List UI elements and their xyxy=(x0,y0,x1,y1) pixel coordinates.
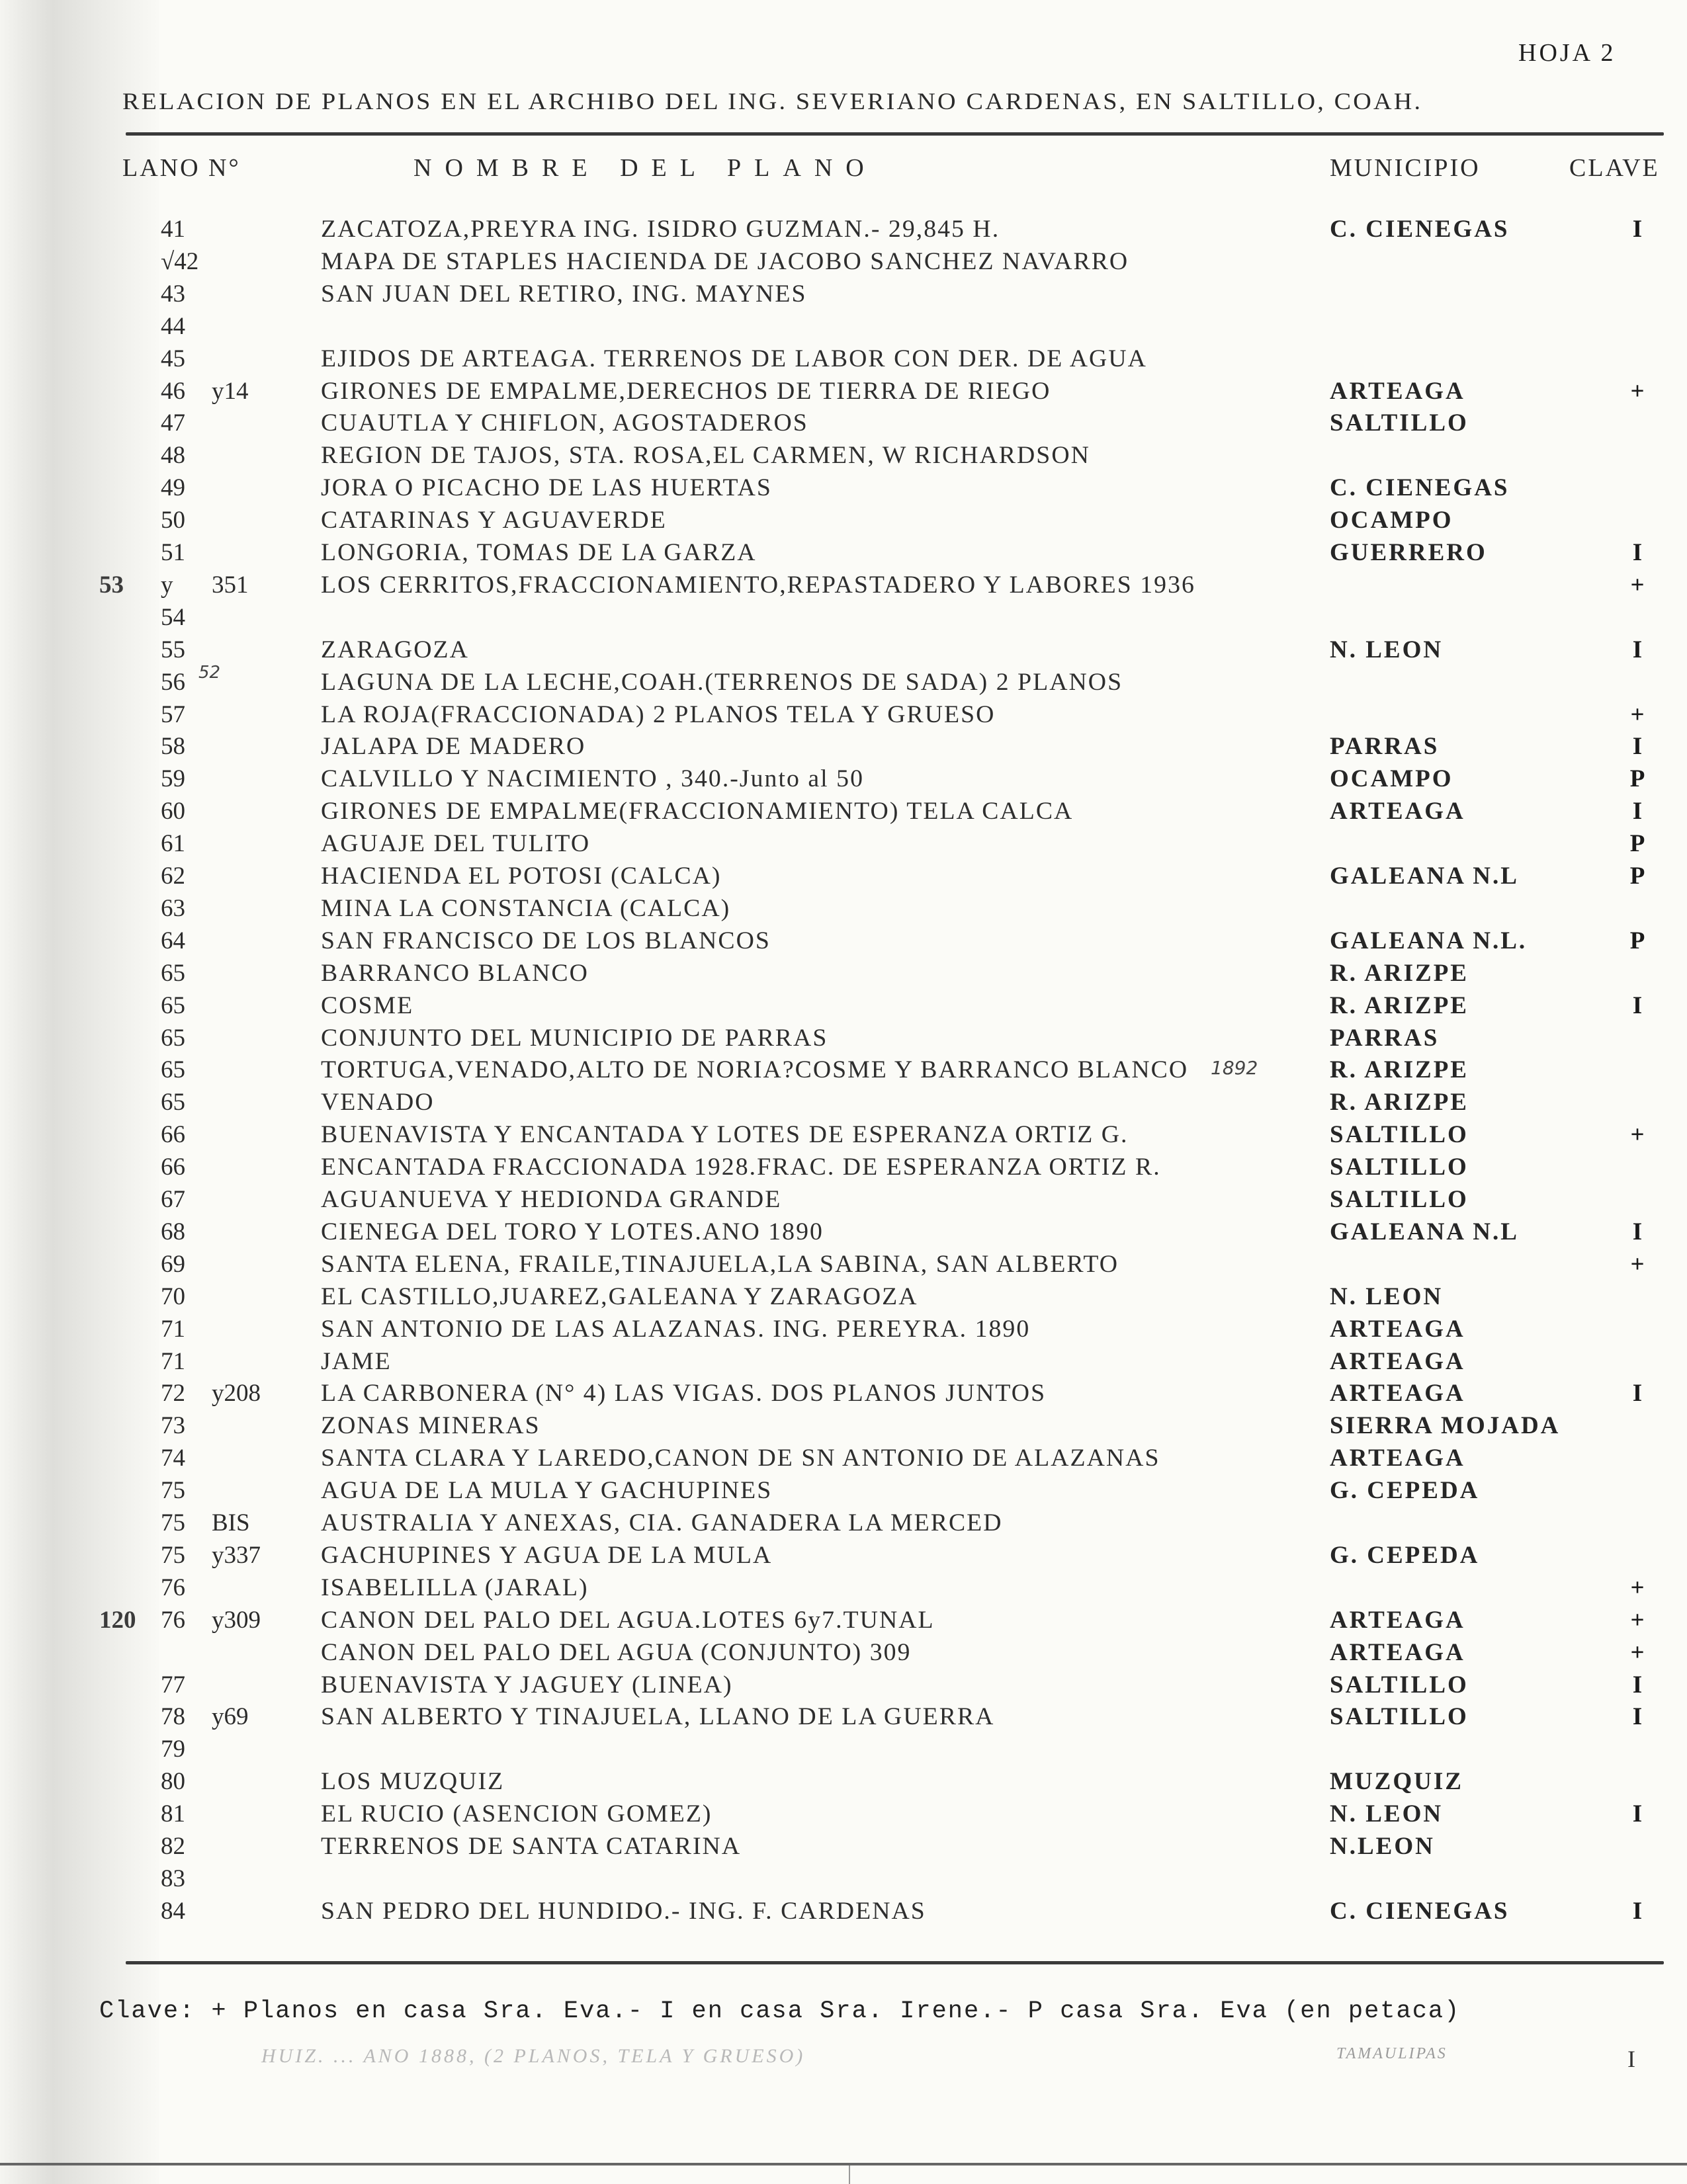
plano-number-extra: y14 xyxy=(212,377,249,405)
table-row xyxy=(0,894,1687,926)
plano-number: 62 xyxy=(161,862,185,890)
table-row xyxy=(0,797,1687,829)
plano-number: 75 xyxy=(161,1509,185,1536)
document-title: RELACION DE PLANOS EN EL ARCHIBO DEL ING. SEVERIANO CARDENAS, EN SALTILLO, COAH. xyxy=(122,88,1423,114)
plano-name: BUENAVISTA Y JAGUEY (LINEA) xyxy=(321,1671,733,1699)
table-row xyxy=(0,1897,1687,1929)
plano-name: LOS CERRITOS,FRACCIONAMIENTO,REPASTADERO Y LABORES 1936 xyxy=(321,571,1195,599)
municipio: C. CIENEGAS xyxy=(1330,474,1510,502)
table-row xyxy=(0,345,1687,376)
plano-number: 65 xyxy=(161,959,185,987)
page-number: HOJA 2 xyxy=(1518,39,1616,67)
plano-name: SAN JUAN DEL RETIRO, ING. MAYNES xyxy=(321,280,807,308)
plano-number-extra: y69 xyxy=(212,1703,249,1731)
plano-number: 67 xyxy=(161,1186,185,1213)
municipio: ARTEAGA xyxy=(1330,1445,1465,1472)
plano-number: 61 xyxy=(161,830,185,858)
plano-name: EL RUCIO (ASENCION GOMEZ) xyxy=(321,1800,713,1828)
faint-entry-name: HUIZ. ... ANO 1888, (2 PLANOS, TELA Y GRUESO) xyxy=(261,2045,806,2067)
plano-name: SAN ALBERTO Y TINAJUELA, LLANO DE LA GUERRA xyxy=(321,1703,995,1731)
table-row xyxy=(0,1444,1687,1476)
plano-number-extra: 351 xyxy=(212,571,249,599)
municipio: MUZQUIZ xyxy=(1330,1768,1463,1796)
clave-legend: Clave: + Planos en casa Sra. Eva.- I en casa Sra. Irene.- P casa Sra. Eva (en petaca) xyxy=(99,1997,1461,2025)
clave: + xyxy=(1630,1638,1645,1666)
table-row xyxy=(0,1476,1687,1508)
plano-number: 54 xyxy=(161,603,185,631)
municipio: R. ARIZPE xyxy=(1330,959,1469,987)
plano-number: 73 xyxy=(161,1412,185,1440)
plano-name: EL CASTILLO,JUAREZ,GALEANA Y ZARAGOZA xyxy=(321,1282,918,1310)
table-row xyxy=(0,1185,1687,1217)
plano-name: JALAPA DE MADERO xyxy=(321,733,586,761)
plano-name: JORA O PICACHO DE LAS HUERTAS xyxy=(321,474,772,502)
clave: + xyxy=(1630,571,1645,599)
plano-name: SAN FRANCISCO DE LOS BLANCOS xyxy=(321,927,771,954)
plano-number: 76 xyxy=(161,1606,185,1634)
plano-number: 63 xyxy=(161,894,185,922)
plano-name: MAPA DE STAPLES HACIENDA DE JACOBO SANCHEZ NAVARRO xyxy=(321,247,1129,275)
municipio: GALEANA N.L. xyxy=(1330,927,1528,954)
plano-name: LOS MUZQUIZ xyxy=(321,1768,505,1796)
plano-name: CIENEGA DEL TORO Y LOTES.ANO 1890 xyxy=(321,1218,824,1245)
plano-number: 59 xyxy=(161,765,185,793)
footer-rule xyxy=(126,1961,1664,1964)
table-row xyxy=(0,700,1687,732)
municipio: N.LEON xyxy=(1330,1833,1435,1860)
table-row xyxy=(0,377,1687,409)
plano-number: 65 xyxy=(161,1089,185,1116)
table-row xyxy=(0,603,1687,635)
municipio: ARTEAGA xyxy=(1330,1638,1465,1666)
municipio: GUERRERO xyxy=(1330,539,1487,566)
column-header-municipio: MUNICIPIO xyxy=(1330,154,1481,182)
plano-number: 66 xyxy=(161,1154,185,1181)
plano-number: 65 xyxy=(161,991,185,1019)
plano-name: HACIENDA EL POTOSI (CALCA) xyxy=(321,862,722,890)
table-row xyxy=(0,1865,1687,1896)
plano-number: 46 xyxy=(161,377,185,405)
municipio: SALTILLO xyxy=(1330,409,1469,437)
municipio: ARTEAGA xyxy=(1330,1380,1465,1407)
table-row xyxy=(0,1509,1687,1540)
plano-number: 49 xyxy=(161,474,185,502)
plano-number: 77 xyxy=(161,1671,185,1699)
municipio: C. CIENEGAS xyxy=(1330,1897,1510,1925)
plano-number-extra: y337 xyxy=(212,1541,261,1569)
plano-name: EJIDOS DE ARTEAGA. TERRENOS DE LABOR CON DER. DE AGUA xyxy=(321,345,1147,372)
plano-number: 43 xyxy=(161,280,185,308)
table-row xyxy=(0,636,1687,667)
clave: I xyxy=(1632,1800,1643,1828)
municipio: ARTEAGA xyxy=(1330,798,1465,825)
municipio: SALTILLO xyxy=(1330,1154,1469,1181)
table-row xyxy=(0,215,1687,247)
table-row xyxy=(0,409,1687,441)
plano-number: 58 xyxy=(161,733,185,761)
table-row xyxy=(0,538,1687,570)
table-row xyxy=(0,1541,1687,1573)
plano-number: 64 xyxy=(161,927,185,954)
plano-number: 71 xyxy=(161,1315,185,1343)
table-row xyxy=(0,732,1687,764)
municipio: ARTEAGA xyxy=(1330,377,1465,405)
faint-entry-clave: I xyxy=(1627,2046,1635,2072)
plano-name: ZACATOZA,PREYRA ING. ISIDRO GUZMAN.- 29,845 H. xyxy=(321,216,1000,243)
plano-number: 79 xyxy=(161,1736,185,1763)
plano-number-extra: BIS xyxy=(212,1509,250,1536)
row-margin-note: 120 xyxy=(99,1606,136,1634)
table-row xyxy=(0,1832,1687,1864)
plano-number: 68 xyxy=(161,1218,185,1245)
table-row xyxy=(0,1735,1687,1767)
table-row xyxy=(0,1411,1687,1443)
table-row xyxy=(0,474,1687,505)
table-row xyxy=(0,1024,1687,1056)
plano-name: GIRONES DE EMPALME(FRACCIONAMIENTO) TELA CALCA xyxy=(321,798,1074,825)
plano-name: SAN ANTONIO DE LAS ALAZANAS. ING. PEREYRA. 1890 xyxy=(321,1315,1031,1343)
municipio: N. LEON xyxy=(1330,1282,1444,1310)
plano-number: 70 xyxy=(161,1282,185,1310)
municipio: OCAMPO xyxy=(1330,507,1453,534)
table-row xyxy=(0,280,1687,312)
table-row xyxy=(0,1250,1687,1282)
row-margin-note: 53 xyxy=(99,571,124,599)
handwritten-superscript: 52 xyxy=(198,663,221,683)
faint-appended-entry xyxy=(0,2045,1687,2077)
municipio: C. CIENEGAS xyxy=(1330,216,1510,243)
clave: I xyxy=(1632,1218,1643,1245)
page-bottom-edge xyxy=(0,2163,1687,2165)
plano-name: CANON DEL PALO DEL AGUA.LOTES 6y7.TUNAL xyxy=(321,1606,935,1634)
table-row xyxy=(0,1347,1687,1379)
plano-name: CUAUTLA Y CHIFLON, AGOSTADEROS xyxy=(321,409,808,437)
plano-name: LONGORIA, TOMAS DE LA GARZA xyxy=(321,539,757,566)
table-row xyxy=(0,506,1687,538)
municipio: GALEANA N.L xyxy=(1330,862,1519,890)
municipio: SALTILLO xyxy=(1330,1671,1469,1699)
clave: + xyxy=(1630,1121,1645,1149)
plano-number: 76 xyxy=(161,1574,185,1601)
table-row xyxy=(0,1218,1687,1249)
plano-name: ZARAGOZA xyxy=(321,636,469,663)
municipio: R. ARIZPE xyxy=(1330,1056,1469,1084)
plano-name: ENCANTADA FRACCIONADA 1928.FRAC. DE ESPERANZA ORTIZ R. xyxy=(321,1154,1161,1181)
table-row xyxy=(0,1638,1687,1670)
plano-number: 69 xyxy=(161,1250,185,1278)
plano-number: 50 xyxy=(161,507,185,534)
plano-name: AGUAJE DEL TULITO xyxy=(321,830,591,858)
clave: I xyxy=(1632,539,1643,566)
plano-number: 81 xyxy=(161,1800,185,1828)
plano-name: TERRENOS DE SANTA CATARINA xyxy=(321,1833,742,1860)
plano-number: 51 xyxy=(161,539,185,566)
plano-number: 47 xyxy=(161,409,185,437)
clave: + xyxy=(1630,1250,1645,1278)
plano-name: AGUA DE LA MULA Y GACHUPINES xyxy=(321,1477,773,1505)
clave: + xyxy=(1630,1574,1645,1601)
plano-number: 80 xyxy=(161,1768,185,1796)
plano-name: LA ROJA(FRACCIONADA) 2 PLANOS TELA Y GRUESO xyxy=(321,700,996,728)
table-row xyxy=(0,571,1687,603)
plano-number: 75 xyxy=(161,1541,185,1569)
plano-name: SANTA CLARA Y LAREDO,CANON DE SN ANTONIO DE ALAZANAS xyxy=(321,1445,1160,1472)
plano-name: GACHUPINES Y AGUA DE LA MULA xyxy=(321,1541,773,1569)
clave: P xyxy=(1629,765,1645,793)
table-row xyxy=(0,829,1687,861)
table-row xyxy=(0,959,1687,991)
plano-name: ZONAS MINERAS xyxy=(321,1412,541,1440)
table-row xyxy=(0,765,1687,796)
clave: + xyxy=(1630,377,1645,405)
table-row xyxy=(0,1056,1687,1087)
plano-name: TORTUGA,VENADO,ALTO DE NORIA?COSME Y BARRANCO BLANCO xyxy=(321,1056,1189,1084)
plano-number: 71 xyxy=(161,1347,185,1375)
plano-number: 74 xyxy=(161,1445,185,1472)
clave: P xyxy=(1629,862,1645,890)
plano-name: AUSTRALIA Y ANEXAS, CIA. GANADERA LA MERCED xyxy=(321,1509,1003,1536)
municipio: SIERRA MOJADA xyxy=(1330,1412,1561,1440)
table-row xyxy=(0,1800,1687,1831)
table-row xyxy=(0,247,1687,279)
plano-number: 78 xyxy=(161,1703,185,1731)
plano-number: 84 xyxy=(161,1897,185,1925)
plano-number: 55 xyxy=(161,636,185,663)
table-row xyxy=(0,1120,1687,1152)
plano-number-extra: y208 xyxy=(212,1380,261,1407)
municipio: SALTILLO xyxy=(1330,1186,1469,1213)
plano-number: 56 xyxy=(161,668,185,696)
municipio: OCAMPO xyxy=(1330,765,1453,793)
plano-number: √42 xyxy=(161,247,199,275)
municipio: G. CEPEDA xyxy=(1330,1477,1480,1505)
plano-name: CANON DEL PALO DEL AGUA (CONJUNTO) 309 xyxy=(321,1638,912,1666)
plano-number-extra: y309 xyxy=(212,1606,261,1634)
plano-name: COSME xyxy=(321,991,414,1019)
plano-number: 41 xyxy=(161,216,185,243)
table-row xyxy=(0,1671,1687,1702)
table-row xyxy=(0,927,1687,958)
plano-name: CATARINAS Y AGUAVERDE xyxy=(321,507,667,534)
clave: I xyxy=(1632,991,1643,1019)
clave: I xyxy=(1632,1671,1643,1699)
plano-number: 45 xyxy=(161,345,185,372)
table-row xyxy=(0,1315,1687,1347)
plano-number: 44 xyxy=(161,312,185,340)
plano-number: 48 xyxy=(161,442,185,470)
plano-number: 65 xyxy=(161,1056,185,1084)
municipio: ARTEAGA xyxy=(1330,1347,1465,1375)
plano-name: MINA LA CONSTANCIA (CALCA) xyxy=(321,894,731,922)
plano-number: 82 xyxy=(161,1833,185,1860)
table-row xyxy=(0,1088,1687,1120)
plano-name: BARRANCO BLANCO xyxy=(321,959,589,987)
column-header-clave: CLAVE xyxy=(1569,154,1660,182)
plano-number: 75 xyxy=(161,1477,185,1505)
plano-name: CALVILLO Y NACIMIENTO , 340.-Junto al 50 xyxy=(321,765,864,793)
plano-name: LA CARBONERA (N° 4) LAS VIGAS. DOS PLANOS JUNTOS xyxy=(321,1380,1047,1407)
plano-name: LAGUNA DE LA LECHE,COAH.(TERRENOS DE SADA) 2 PLANOS xyxy=(321,668,1123,696)
plano-name: SAN PEDRO DEL HUNDIDO.- ING. F. CARDENAS xyxy=(321,1897,926,1925)
plano-name: VENADO xyxy=(321,1089,435,1116)
column-header-plano-name: NOMBRE DEL PLANO xyxy=(413,154,877,182)
municipio: PARRAS xyxy=(1330,1024,1440,1052)
table-row xyxy=(0,1606,1687,1638)
clave: + xyxy=(1630,700,1645,728)
page-fold-mark xyxy=(849,2165,850,2184)
plano-name: ISABELILLA (JARAL) xyxy=(321,1574,589,1601)
clave: I xyxy=(1632,1380,1643,1407)
plano-name: BUENAVISTA Y ENCANTADA Y LOTES DE ESPERANZA ORTIZ G. xyxy=(321,1121,1129,1149)
clave: P xyxy=(1629,830,1645,858)
municipio: SALTILLO xyxy=(1330,1703,1469,1731)
plano-name: REGION DE TAJOS, STA. ROSA,EL CARMEN, W RICHARDSON xyxy=(321,442,1090,470)
table-row xyxy=(0,1379,1687,1411)
municipio: R. ARIZPE xyxy=(1330,1089,1469,1116)
table-row xyxy=(0,862,1687,894)
municipio: PARRAS xyxy=(1330,733,1440,761)
table-row xyxy=(0,441,1687,473)
municipio: N. LEON xyxy=(1330,1800,1444,1828)
municipio: R. ARIZPE xyxy=(1330,991,1469,1019)
table-row xyxy=(0,1574,1687,1605)
municipio: ARTEAGA xyxy=(1330,1606,1465,1634)
table-row xyxy=(0,1767,1687,1799)
plano-number: y xyxy=(161,571,173,599)
clave: I xyxy=(1632,798,1643,825)
table-row xyxy=(0,312,1687,344)
municipio: G. CEPEDA xyxy=(1330,1541,1480,1569)
plano-number: 65 xyxy=(161,1024,185,1052)
municipio: N. LEON xyxy=(1330,636,1444,663)
plano-name: SANTA ELENA, FRAILE,TINAJUELA,LA SABINA, SAN ALBERTO xyxy=(321,1250,1119,1278)
table-row xyxy=(0,1702,1687,1734)
clave: + xyxy=(1630,1606,1645,1634)
table-row xyxy=(0,1153,1687,1185)
clave: P xyxy=(1629,927,1645,954)
clave: I xyxy=(1632,733,1643,761)
clave: I xyxy=(1632,636,1643,663)
plano-name: CONJUNTO DEL MUNICIPIO DE PARRAS xyxy=(321,1024,828,1052)
plano-number: 66 xyxy=(161,1121,185,1149)
table-row xyxy=(0,1282,1687,1314)
plano-name: GIRONES DE EMPALME,DERECHOS DE TIERRA DE RIEGO xyxy=(321,377,1051,405)
plano-number: 57 xyxy=(161,700,185,728)
plano-number: 83 xyxy=(161,1865,185,1892)
plano-number: 60 xyxy=(161,798,185,825)
column-header-plano-number: LANO N° xyxy=(122,154,241,182)
faint-entry-municipio: TAMAULIPAS xyxy=(1336,2045,1448,2062)
table-row xyxy=(0,991,1687,1023)
plano-name: JAME xyxy=(321,1347,392,1375)
clave: I xyxy=(1632,1703,1643,1731)
municipio: GALEANA N.L xyxy=(1330,1218,1519,1245)
header-rule xyxy=(126,132,1664,136)
plano-number: 72 xyxy=(161,1380,185,1407)
clave: I xyxy=(1632,1897,1643,1925)
plano-name: AGUANUEVA Y HEDIONDA GRANDE xyxy=(321,1186,782,1213)
municipio: ARTEAGA xyxy=(1330,1315,1465,1343)
table-row xyxy=(0,668,1687,700)
municipio: SALTILLO xyxy=(1330,1121,1469,1149)
clave: I xyxy=(1632,216,1643,243)
handwritten-year-note: 1892 xyxy=(1211,1057,1258,1079)
